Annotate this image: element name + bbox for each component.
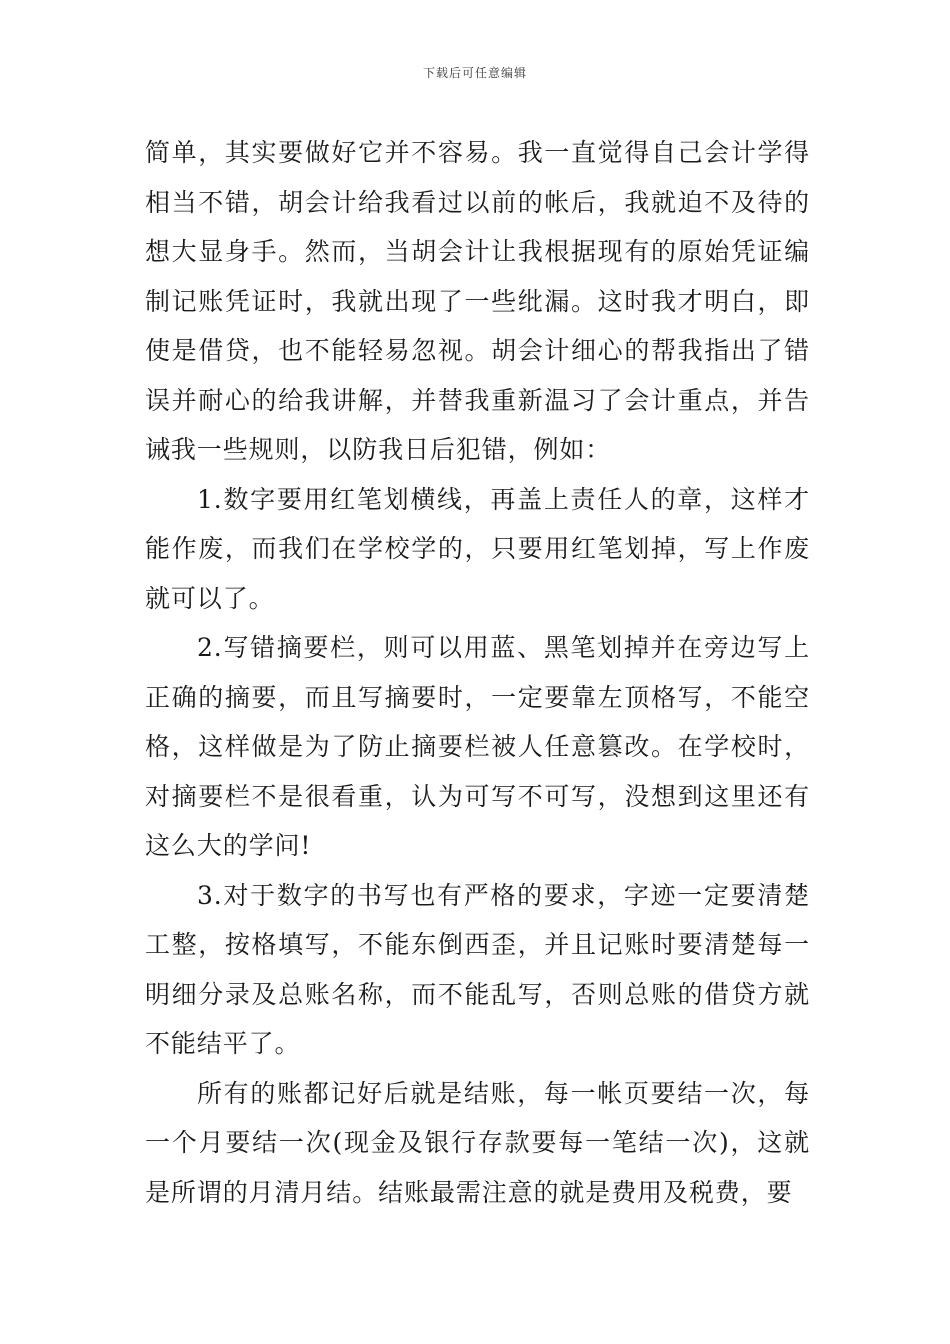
paragraph-item-1: 1.数字要用红笔划横线，再盖上责任人的章，这样才能作废，而我们在学校学的，只要用红笔划掉，写上作废就可以了。 xyxy=(145,484,810,613)
paragraph-item-2: 2.写错摘要栏，则可以用蓝、黑笔划掉并在旁边写上正确的摘要，而且写摘要时，一定要靠左顶格写，不能空格，这样做是为了防止摘要栏被人任意篡改。在学校时，对摘要栏不是很看重，认为可写不可写，没想到这里还有这么大的学问! xyxy=(145,633,810,860)
paragraph-item-3: 3.对于数字的书写也有严格的要求，字迹一定要清楚工整，按格填写，不能东倒西歪，并且记账时要清楚每一明细分录及总账名称，而不能乱写，否则总账的借贷方就不能结平了。 xyxy=(145,880,810,1058)
paragraph-closing: 所有的账都记好后就是结账，每一帐页要结一次，每一个月要结一次(现金及银行存款要每一笔结一次)，这就是所谓的月清月结。结账最需注意的就是费用及税费，要 xyxy=(145,1078,810,1207)
document-body xyxy=(145,128,810,1217)
paragraph-continuation: 简单，其实要做好它并不容易。我一直觉得自己会计学得相当不错，胡会计给我看过以前的帐后，我就迫不及待的想大显身手。然而，当胡会计让我根据现有的原始凭证编制记账凭证时，我就出现了一些纰漏。这时我才明白，即使是借贷，也不能轻易忽视。胡会计细心的帮我指出了错误并耐心的给我讲解，并替我重新温习了会计重点，并告诫我一些规则，以防我日后犯错，例如： xyxy=(145,138,810,464)
page-header: 下载后可任意编辑 xyxy=(422,66,527,80)
